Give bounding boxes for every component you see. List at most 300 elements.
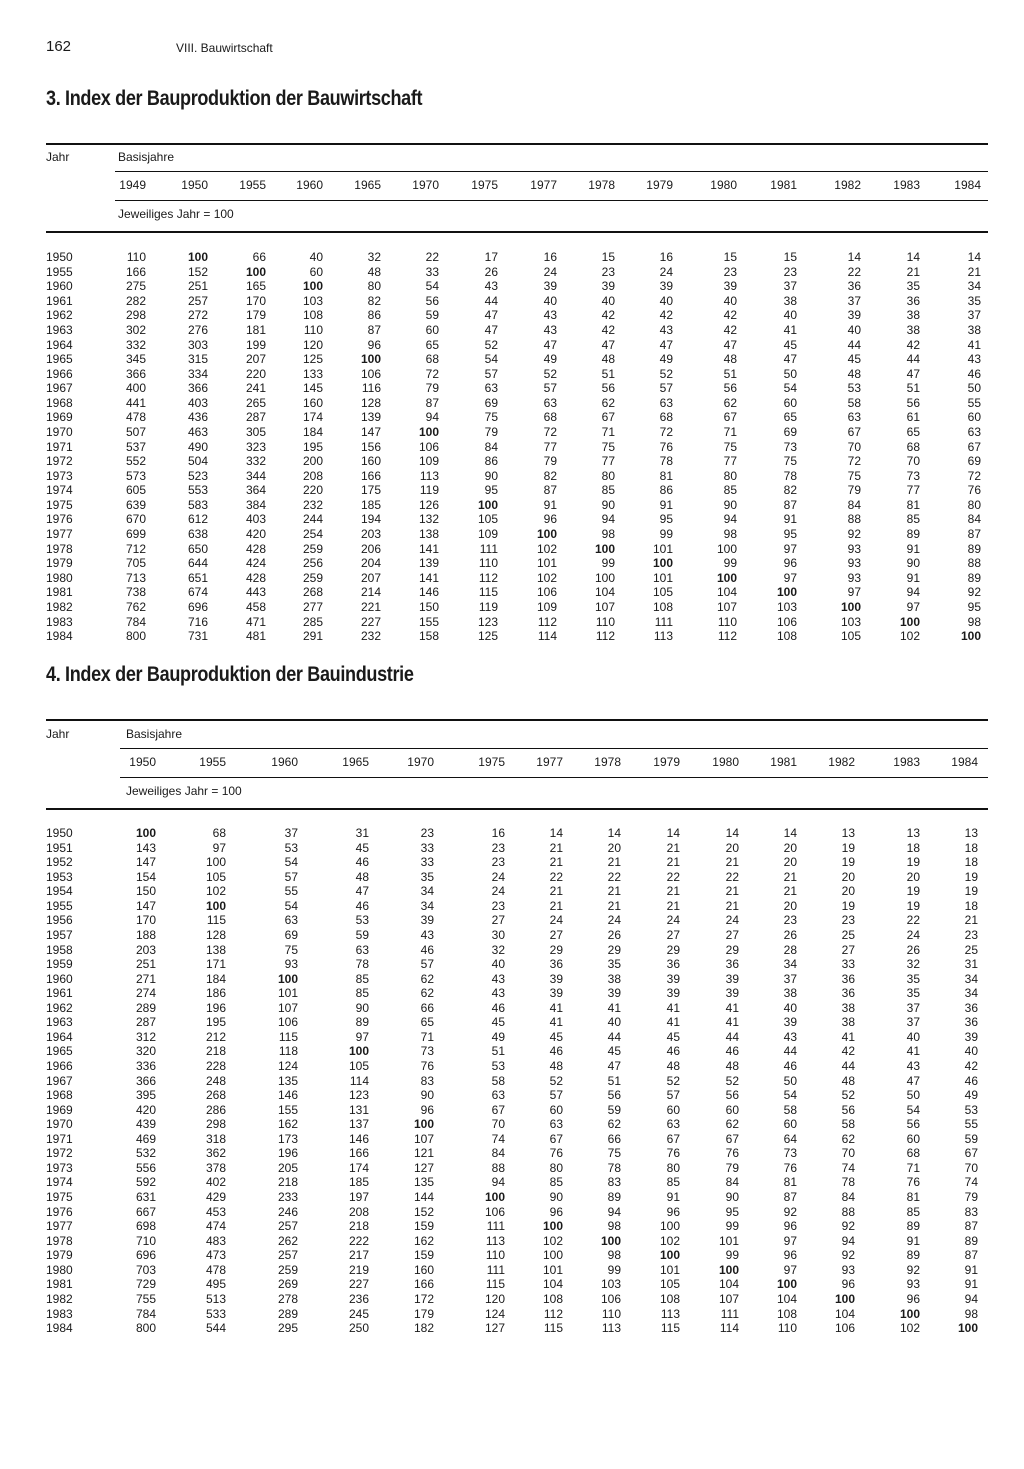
- table-cell: 106: [484, 1204, 505, 1219]
- table-cell: 38: [967, 322, 981, 337]
- table-cell: 36: [666, 957, 680, 971]
- table-cell: 98: [601, 527, 615, 541]
- table-cell: 45: [666, 1029, 680, 1044]
- table-cell: 85: [355, 986, 369, 1001]
- table-cell: 82: [783, 483, 797, 498]
- table-cell: 97: [783, 1262, 797, 1277]
- table-cell: 75: [284, 942, 298, 957]
- table-cell: 73: [783, 439, 797, 454]
- table-cell: 173: [277, 1131, 298, 1146]
- table-cell: 150: [135, 884, 156, 899]
- table-cell: 638: [187, 527, 208, 541]
- table-cell: 44: [607, 1029, 621, 1044]
- table-cell: 268: [302, 585, 323, 600]
- table-cell: 89: [906, 1248, 920, 1263]
- table-cell: 583: [187, 497, 208, 512]
- table-cell: 96: [666, 1204, 680, 1219]
- table-cell: 705: [125, 556, 146, 571]
- table-cell: 13: [906, 826, 920, 840]
- table-cell: 71: [601, 425, 615, 439]
- table-cell: 72: [659, 425, 673, 439]
- table-cell: 254: [302, 527, 323, 541]
- table-cell: 21: [607, 855, 621, 870]
- table-cell: 110: [601, 1306, 621, 1321]
- table-cell: 26: [783, 927, 797, 942]
- table-cell: 332: [245, 454, 266, 469]
- table-cell: 87: [967, 527, 981, 541]
- table-cell: 36: [847, 279, 861, 294]
- table-cell: 43: [420, 927, 434, 942]
- table-cell: 96: [906, 1291, 920, 1306]
- table-cell: 46: [549, 1044, 563, 1059]
- table-cell: 32: [906, 957, 920, 971]
- table-cell: 196: [205, 1000, 226, 1015]
- table-cell: 91: [659, 497, 673, 512]
- table-cell: 305: [245, 425, 266, 439]
- table-cell: 84: [967, 512, 981, 527]
- table-cell: 287: [245, 410, 266, 425]
- table-cell: 91: [964, 1262, 978, 1277]
- table-cell: 48: [367, 264, 381, 279]
- table-cell: 14: [783, 826, 797, 840]
- table-cell: 38: [906, 308, 920, 323]
- table-cell: 43: [491, 971, 505, 986]
- table-cell: 100: [484, 1190, 505, 1204]
- table-cell: 160: [302, 395, 323, 410]
- table-cell: 103: [302, 293, 323, 308]
- table-cell: 57: [659, 381, 673, 396]
- table-cell: 41: [666, 1000, 680, 1015]
- table-cell: 513: [205, 1291, 226, 1306]
- table-cell: 56: [601, 381, 615, 396]
- table-cell: 298: [125, 308, 146, 323]
- table-cell: 544: [205, 1321, 226, 1335]
- table-cell: 147: [135, 855, 156, 870]
- table-cell: 42: [601, 322, 615, 337]
- table-cell: 43: [906, 1059, 920, 1073]
- table-cell: 67: [964, 1146, 978, 1161]
- table-cell: 60: [783, 1117, 797, 1132]
- table-cell: 18: [964, 898, 978, 913]
- table-cell: 70: [906, 454, 920, 469]
- table-cell: 43: [491, 986, 505, 1001]
- table-cell: 44: [841, 1059, 855, 1073]
- table-cell: 345: [125, 352, 146, 367]
- table-cell: 101: [652, 570, 673, 585]
- table-cell: 73: [420, 1044, 434, 1059]
- table-cell: 424: [245, 556, 266, 571]
- table-cell: 92: [841, 1248, 855, 1263]
- table-cell: 41: [549, 1015, 563, 1030]
- base-year-header: 1949: [119, 178, 146, 192]
- table-cell: 63: [284, 913, 298, 928]
- row-year: 1963: [46, 322, 73, 337]
- table-cell: 100: [536, 527, 557, 541]
- table-cell: 495: [205, 1277, 226, 1292]
- table-cell: 106: [536, 585, 557, 600]
- table-cell: 70: [847, 439, 861, 454]
- table-cell: 46: [725, 1044, 739, 1059]
- table-cell: 228: [205, 1059, 226, 1073]
- table-cell: 100: [542, 1248, 563, 1263]
- table-cell: 46: [964, 1073, 978, 1088]
- table-cell: 165: [245, 279, 266, 294]
- table-cell: 88: [967, 556, 981, 571]
- table-cell: 19: [841, 898, 855, 913]
- table-cell: 670: [125, 512, 146, 527]
- row-year: 1979: [46, 556, 73, 571]
- table-cell: 47: [906, 1073, 920, 1088]
- table-cell: 56: [723, 381, 737, 396]
- table-cell: 246: [277, 1204, 298, 1219]
- table-cell: 250: [348, 1321, 369, 1335]
- table-cell: 106: [776, 614, 797, 629]
- table-cell: 50: [967, 381, 981, 396]
- table-cell: 95: [783, 527, 797, 541]
- table-cell: 469: [135, 1131, 156, 1146]
- table-cell: 160: [413, 1262, 434, 1277]
- table-cell: 212: [205, 1029, 226, 1044]
- table-cell: 38: [607, 971, 621, 986]
- row-year: 1967: [46, 381, 73, 396]
- table-cell: 48: [725, 1059, 739, 1073]
- table-cell: 109: [477, 527, 498, 541]
- base-year-header: 1950: [129, 755, 156, 769]
- table-cell: 90: [484, 468, 498, 483]
- table-cell: 220: [302, 483, 323, 498]
- table-cell: 222: [348, 1233, 369, 1248]
- table-cell: 54: [284, 898, 298, 913]
- base-year-header: 1979: [646, 178, 673, 192]
- table-cell: 21: [725, 855, 739, 870]
- table-cell: 74: [964, 1175, 978, 1190]
- table-cell: 92: [967, 585, 981, 600]
- table-cell: 100: [652, 556, 673, 571]
- table-cell: 21: [549, 884, 563, 899]
- table-cell: 203: [360, 527, 381, 541]
- table-cell: 91: [666, 1190, 680, 1204]
- row-year: 1959: [46, 957, 73, 971]
- table-cell: 221: [360, 599, 381, 614]
- table-cell: 100: [600, 1233, 621, 1248]
- table-cell: 45: [607, 1044, 621, 1059]
- table-cell: 94: [607, 1204, 621, 1219]
- row-year: 1975: [46, 497, 73, 512]
- table-cell: 111: [654, 614, 673, 629]
- table-cell: 62: [420, 971, 434, 986]
- table-cell: 42: [659, 308, 673, 323]
- base-year-header: 1983: [893, 178, 920, 192]
- table-cell: 463: [187, 425, 208, 439]
- table-cell: 784: [125, 614, 146, 629]
- table-cell: 54: [284, 855, 298, 870]
- table-cell: 46: [967, 366, 981, 381]
- table-cell: 57: [284, 869, 298, 884]
- table-cell: 23: [491, 855, 505, 870]
- table-cell: 84: [841, 1190, 855, 1204]
- table-cell: 96: [783, 556, 797, 571]
- reference-note: Jeweiliges Jahr = 100: [126, 784, 242, 798]
- base-year-header: 1981: [770, 178, 797, 192]
- table-cell: 54: [783, 1088, 797, 1103]
- table-cell: 21: [666, 884, 680, 899]
- table-cell: 49: [964, 1088, 978, 1103]
- row-year: 1965: [46, 352, 73, 367]
- table-cell: 120: [484, 1291, 505, 1306]
- table-cell: 274: [135, 986, 156, 1001]
- table-cell: 67: [549, 1131, 563, 1146]
- table-cell: 107: [594, 599, 615, 614]
- table-cell: 197: [348, 1190, 369, 1204]
- table-cell: 674: [187, 585, 208, 600]
- table-cell: 95: [967, 599, 981, 614]
- table-cell: 40: [601, 293, 615, 308]
- table-cell: 24: [659, 264, 673, 279]
- base-year-header: 1984: [951, 755, 978, 769]
- row-year: 1950: [46, 250, 73, 264]
- table-cell: 34: [967, 279, 981, 294]
- table-cell: 102: [536, 570, 557, 585]
- basis-years-label: Basisjahre: [118, 150, 175, 164]
- table-cell: 123: [348, 1088, 369, 1103]
- table-cell: 72: [543, 425, 557, 439]
- row-year: 1950: [46, 826, 73, 840]
- table-cell: 152: [413, 1204, 434, 1219]
- table-rule: [46, 143, 988, 145]
- table-cell: 23: [420, 826, 434, 840]
- table-cell: 39: [601, 279, 615, 294]
- table-cell: 162: [277, 1117, 298, 1132]
- table-cell: 23: [601, 264, 615, 279]
- table-cell: 39: [549, 986, 563, 1001]
- table-cell: 138: [418, 527, 439, 541]
- table-cell: 259: [277, 1262, 298, 1277]
- table-cell: 523: [187, 468, 208, 483]
- base-year-header: 1984: [954, 178, 981, 192]
- table-cell: 38: [906, 322, 920, 337]
- table-cell: 60: [967, 410, 981, 425]
- table-cell: 68: [543, 410, 557, 425]
- table-cell: 66: [252, 250, 266, 264]
- table-cell: 147: [360, 425, 381, 439]
- table-cell: 366: [187, 381, 208, 396]
- table-cell: 38: [783, 986, 797, 1001]
- table-cell: 84: [491, 1146, 505, 1161]
- base-year-header: 1965: [342, 755, 369, 769]
- table-cell: 428: [245, 541, 266, 556]
- table-cell: 100: [716, 570, 737, 585]
- table-cell: 38: [841, 1015, 855, 1030]
- table-cell: 39: [666, 986, 680, 1001]
- table-cell: 99: [659, 527, 673, 541]
- table-cell: 40: [607, 1015, 621, 1030]
- table-cell: 98: [964, 1306, 978, 1321]
- table-cell: 127: [484, 1321, 505, 1335]
- table-cell: 21: [725, 884, 739, 899]
- table-cell: 268: [205, 1088, 226, 1103]
- table-cell: 100: [205, 855, 226, 870]
- table-cell: 145: [302, 381, 323, 396]
- row-year: 1973: [46, 468, 73, 483]
- table-cell: 75: [847, 468, 861, 483]
- table-cell: 204: [360, 556, 381, 571]
- base-year-header: 1950: [181, 178, 208, 192]
- table-cell: 104: [776, 1291, 797, 1306]
- table-cell: 366: [135, 1073, 156, 1088]
- table-cell: 43: [783, 1029, 797, 1044]
- table-cell: 68: [212, 826, 226, 840]
- table-cell: 100: [594, 570, 615, 585]
- table-cell: 147: [135, 898, 156, 913]
- table-cell: 93: [847, 570, 861, 585]
- table-cell: 100: [477, 497, 498, 512]
- row-year: 1973: [46, 1160, 73, 1175]
- row-year: 1958: [46, 942, 73, 957]
- table-cell: 56: [906, 1117, 920, 1132]
- table-cell: 227: [360, 614, 381, 629]
- table-cell: 53: [847, 381, 861, 396]
- table-cell: 22: [425, 250, 439, 264]
- table-cell: 106: [600, 1291, 621, 1306]
- table-cell: 26: [484, 264, 498, 279]
- table-cell: 196: [277, 1146, 298, 1161]
- table-cell: 57: [484, 366, 498, 381]
- chapter-title: VIII. Bauwirtschaft: [176, 41, 273, 55]
- table-cell: 20: [906, 869, 920, 884]
- table-cell: 128: [205, 927, 226, 942]
- table-cell: 23: [964, 927, 978, 942]
- table-cell: 612: [187, 512, 208, 527]
- table-cell: 71: [723, 425, 737, 439]
- table-cell: 50: [906, 1088, 920, 1103]
- table-cell: 63: [484, 381, 498, 396]
- row-year: 1974: [46, 483, 73, 498]
- table-cell: 100: [840, 599, 861, 614]
- table-cell: 79: [725, 1160, 739, 1175]
- table-cell: 68: [906, 1146, 920, 1161]
- table-cell: 111: [486, 1262, 505, 1277]
- table-cell: 44: [725, 1029, 739, 1044]
- table-cell: 72: [847, 454, 861, 469]
- table-cell: 87: [543, 483, 557, 498]
- table-cell: 24: [725, 913, 739, 928]
- table-cell: 21: [967, 264, 981, 279]
- table-cell: 236: [348, 1291, 369, 1306]
- table-cell: 106: [277, 1015, 298, 1030]
- table-cell: 29: [666, 942, 680, 957]
- table-cell: 100: [776, 1277, 797, 1292]
- table-cell: 44: [906, 352, 920, 367]
- table-cell: 89: [906, 527, 920, 541]
- table-cell: 102: [536, 541, 557, 556]
- table-cell: 282: [125, 293, 146, 308]
- table-cell: 24: [666, 913, 680, 928]
- table-cell: 39: [725, 986, 739, 1001]
- table-cell: 47: [659, 337, 673, 352]
- table-cell: 115: [543, 1321, 563, 1335]
- table-cell: 91: [783, 512, 797, 527]
- table-cell: 91: [543, 497, 557, 512]
- table-cell: 109: [536, 599, 557, 614]
- table-cell: 257: [277, 1219, 298, 1234]
- table-cell: 51: [906, 381, 920, 396]
- table-cell: 99: [725, 1219, 739, 1234]
- table-cell: 100: [594, 541, 615, 556]
- table-cell: 96: [543, 512, 557, 527]
- table-cell: 23: [841, 913, 855, 928]
- table-cell: 24: [549, 913, 563, 928]
- table-cell: 37: [847, 293, 861, 308]
- table-cell: 60: [783, 395, 797, 410]
- table-cell: 21: [607, 898, 621, 913]
- table-cell: 104: [594, 585, 615, 600]
- table-cell: 98: [607, 1248, 621, 1263]
- row-year: 1982: [46, 1291, 73, 1306]
- table-cell: 75: [607, 1146, 621, 1161]
- table-cell: 39: [666, 971, 680, 986]
- table-cell: 91: [906, 541, 920, 556]
- table-cell: 93: [906, 1277, 920, 1292]
- table-cell: 20: [607, 840, 621, 855]
- table-cell: 107: [718, 1291, 739, 1306]
- table-cell: 72: [967, 468, 981, 483]
- table-cell: 139: [360, 410, 381, 425]
- table-cell: 21: [783, 884, 797, 899]
- table-cell: 41: [967, 337, 981, 352]
- row-year: 1974: [46, 1175, 73, 1190]
- table-cell: 298: [205, 1117, 226, 1132]
- table-cell: 63: [355, 942, 369, 957]
- table-cell: 208: [348, 1204, 369, 1219]
- table-cell: 428: [245, 570, 266, 585]
- table-cell: 63: [847, 410, 861, 425]
- row-year: 1967: [46, 1073, 73, 1088]
- table-cell: 332: [125, 337, 146, 352]
- table-cell: 100: [960, 629, 981, 644]
- table-cell: 453: [205, 1204, 226, 1219]
- table-cell: 188: [135, 927, 156, 942]
- table-cell: 75: [723, 439, 737, 454]
- table-cell: 40: [543, 293, 557, 308]
- table-cell: 108: [542, 1291, 563, 1306]
- table-cell: 113: [653, 629, 673, 644]
- table-cell: 366: [125, 366, 146, 381]
- table-cell: 762: [125, 599, 146, 614]
- table-cell: 102: [899, 629, 920, 644]
- table-cell: 23: [783, 913, 797, 928]
- table-cell: 47: [607, 1059, 621, 1073]
- table-cell: 119: [478, 599, 498, 614]
- table-cell: 115: [478, 585, 498, 600]
- table-cell: 276: [187, 322, 208, 337]
- table-cell: 507: [125, 425, 146, 439]
- table-cell: 24: [491, 869, 505, 884]
- table-cell: 32: [491, 942, 505, 957]
- table-cell: 20: [783, 898, 797, 913]
- table-cell: 43: [484, 279, 498, 294]
- table-cell: 287: [135, 1015, 156, 1030]
- table-cell: 83: [607, 1175, 621, 1190]
- table-cell: 16: [491, 826, 505, 840]
- table-cell: 115: [485, 1277, 505, 1292]
- table-cell: 48: [549, 1059, 563, 1073]
- table-cell: 124: [277, 1059, 298, 1073]
- table-cell: 62: [607, 1117, 621, 1132]
- table-cell: 33: [420, 840, 434, 855]
- table-cell: 21: [666, 855, 680, 870]
- table-cell: 21: [725, 898, 739, 913]
- table-cell: 362: [205, 1146, 226, 1161]
